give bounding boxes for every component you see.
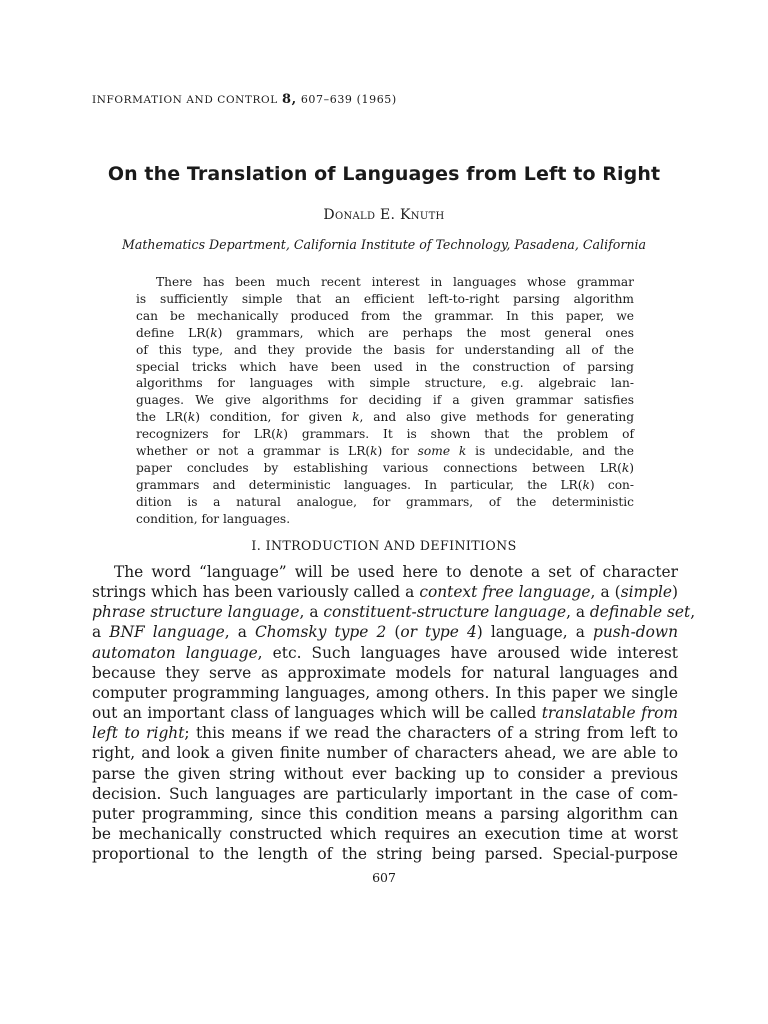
body-line: strings which has been variously called a context free language, a (simple)	[92, 583, 679, 602]
journal-volume: 8,	[281, 92, 297, 107]
body-line: proportional to the length of the string being parsed. Special-purpose	[92, 845, 678, 864]
body-text	[92, 562, 696, 864]
body-line: be mechanically constructed which requires an execution time at worst	[92, 825, 678, 844]
body-line: decision. Such languages are particularly important in the case of com-	[92, 784, 678, 803]
body-line: right, and look a given finite number of characters ahead, we are able to	[92, 744, 678, 763]
body-line: a BNF language, a Chomsky type 2 (or type 4) language, a push-down	[92, 623, 678, 642]
body-line: out an important class of languages which will be called translatable from	[92, 704, 678, 723]
abstract-line: dition is a natural analogue, for grammars, of the deterministic	[136, 494, 634, 509]
section-heading: I. INTRODUCTION AND DEFINITIONS	[251, 538, 517, 553]
body-line: phrase structure language, a constituent-structure language, a definable set,	[92, 603, 696, 622]
abstract-line: is sufficiently simple that an efficient left-to-right parsing algorithm	[136, 291, 634, 306]
abstract-line: recognizers for LR(k) grammars. It is shown that the problem of	[136, 427, 634, 442]
abstract-line: grammars and deterministic languages. In particular, the LR(k) con-	[136, 477, 635, 492]
abstract-line: guages. We give algorithms for deciding if a given grammar satisfies	[136, 393, 634, 408]
abstract-line: the LR(k) condition, for given k, and also give methods for generating	[136, 410, 635, 425]
journal-pages: 607–639 (1965)	[300, 93, 397, 106]
abstract-line: There has been much recent interest in languages whose grammar	[156, 275, 634, 289]
page-number: 607	[372, 870, 396, 885]
author-name: Donald E. Knuth	[323, 207, 445, 223]
abstract-line: paper concludes by establishing various connections between LR(k)	[136, 460, 634, 475]
body-line: left to right; this means if we read the characters of a string from left to	[92, 724, 678, 743]
abstract-line: special tricks which have been used in the construction of parsing	[136, 359, 634, 374]
abstract-line: algorithms for languages with simple structure, e.g. algebraic lan-	[136, 376, 634, 391]
journal-header	[92, 92, 397, 107]
body-line: The word “language” will be used here to denote a set of character	[114, 563, 678, 581]
paper-title: On the Translation of Languages from Left to Right	[107, 163, 661, 185]
abstract	[136, 274, 634, 528]
author-affiliation: Mathematics Department, California Institute of Technology, Pasadena, California	[121, 237, 647, 252]
abstract-line: define LR(k) grammars, which are perhaps the most general ones	[136, 325, 635, 340]
body-line: puter programming, since this condition means a parsing algorithm can	[92, 804, 678, 823]
body-line: because they serve as approximate models for natural languages and	[92, 663, 678, 682]
abstract-line: whether or not a grammar is LR(k) for some k is undecidable, and the	[136, 444, 634, 459]
abstract-line: can be mechanically produced from the grammar. In this paper, we	[136, 308, 634, 323]
body-line: parse the given string without ever backing up to consider a previous	[92, 764, 678, 783]
body-line: automaton language, etc. Such languages have aroused wide interest	[92, 643, 678, 662]
abstract-line: of this type, and they provide the basis for understanding all of the	[136, 342, 634, 357]
body-line: computer programming languages, among others. In this paper we single	[92, 683, 678, 702]
journal-name: INFORMATION AND CONTROL	[92, 94, 278, 106]
abstract-line: condition, for languages.	[136, 511, 291, 526]
